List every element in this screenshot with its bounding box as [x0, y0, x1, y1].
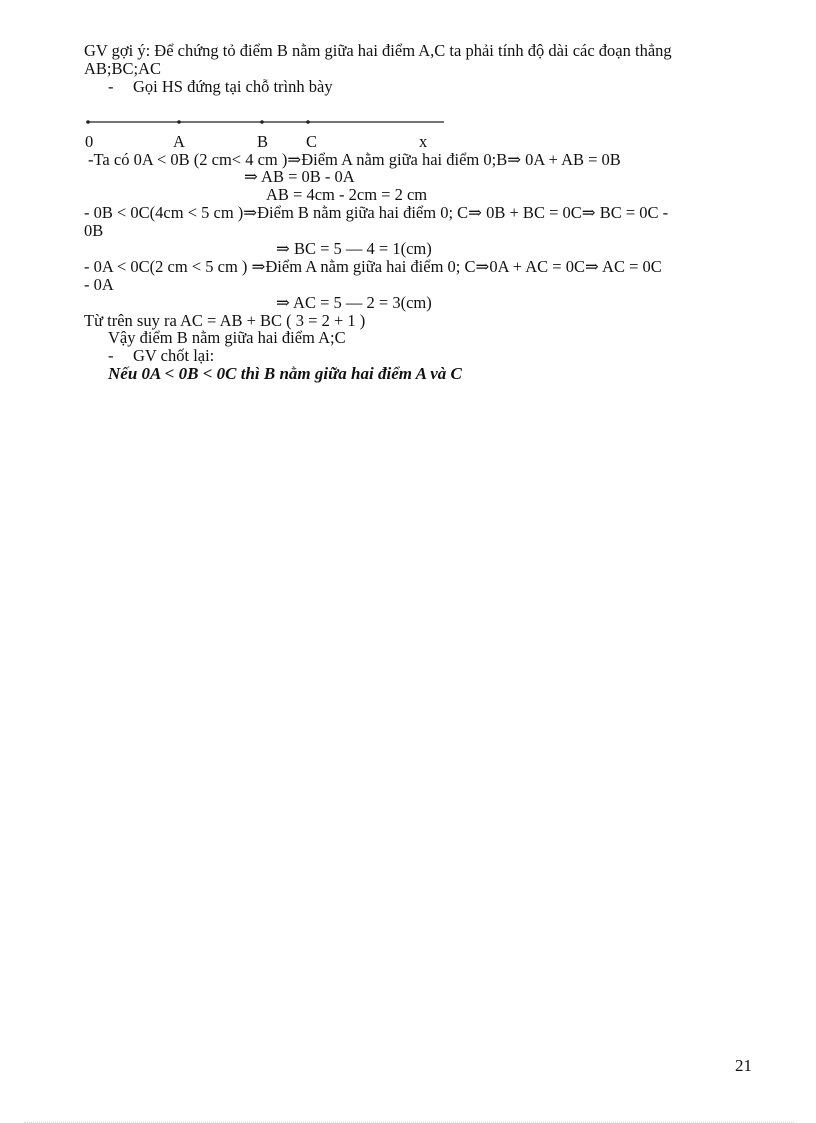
- step1-equation: 0A + AB = 0B: [521, 150, 621, 169]
- step1-line-3: AB = 4cm - 2cm = 2 cm: [266, 185, 428, 204]
- conclusion-line-2: Vậy điểm B nằm giữa hai điểm A;C: [108, 328, 346, 347]
- conclusion-line-1: Từ trên suy ra AC = AB + BC ( 3 = 2 + 1 ): [84, 311, 366, 330]
- point-c-dot: [306, 120, 310, 124]
- conclusion-bullet: -: [108, 346, 114, 365]
- point-0-dot: [86, 120, 90, 124]
- implies-icon: ⇒: [287, 150, 302, 169]
- point-c-label: C: [306, 132, 318, 151]
- implies-icon: ⇒: [584, 257, 599, 276]
- step1-premise: -Ta có 0A < 0B (2 cm< 4 cm ): [88, 150, 288, 169]
- step1-derivation: AB = 0B - 0A: [261, 167, 355, 186]
- ray-diagram: [82, 112, 446, 132]
- step3-line-3: [276, 294, 432, 312]
- point-b-label: B: [257, 132, 269, 151]
- intro-bullet: -: [108, 77, 114, 96]
- step2-result: BC = 0C -: [595, 203, 669, 222]
- implies-icon: ⇒: [251, 257, 266, 276]
- point-a-dot: [177, 120, 181, 124]
- point-0-label: 0: [85, 132, 94, 151]
- step2-line-2: 0B: [84, 221, 104, 240]
- implies-icon: ⇒: [276, 239, 290, 258]
- implies-icon: ⇒: [243, 203, 258, 222]
- intro-line-3: Gọi HS đứng tại chỗ trình bày: [133, 77, 333, 96]
- implies-icon: ⇒: [507, 150, 522, 169]
- step2-equation: 0B + BC = 0C: [482, 203, 582, 222]
- step3-claim: Điểm A nằm giữa hai điểm 0; C: [265, 257, 476, 276]
- step3-equation: 0A + AC = 0C: [489, 257, 585, 276]
- conclusion-rule: Nếu 0A < 0B < 0C thì B nằm giữa hai điểm A và C: [108, 364, 462, 383]
- point-a-label: A: [173, 132, 185, 151]
- step2-claim: Điểm B nằm giữa hai điểm 0; C: [257, 203, 469, 222]
- implies-icon: ⇒: [581, 203, 596, 222]
- step3-premise: - 0A < 0C(2 cm < 5 cm ): [84, 257, 252, 276]
- page-number: 21: [735, 1056, 752, 1075]
- step3-result: AC = 0C: [598, 257, 662, 276]
- step3-line-1: [84, 258, 662, 276]
- conclusion-line-3: GV chốt lại:: [133, 346, 215, 365]
- step1-claim: Điểm A nằm giữa hai điểm 0;B: [301, 150, 508, 169]
- implies-icon: ⇒: [276, 293, 290, 312]
- implies-icon: ⇒: [475, 257, 490, 276]
- point-x-label: x: [419, 132, 428, 151]
- step2-line-3: [276, 240, 432, 258]
- implies-icon: ⇒: [468, 203, 482, 222]
- step3-line-2: - 0A: [84, 275, 114, 294]
- step2-calculation: BC = 5 — 4 = 1(cm): [293, 239, 432, 258]
- step2-premise: - 0B < 0C(4cm < 5 cm ): [84, 203, 244, 222]
- step3-calculation: AC = 5 — 2 = 3(cm): [293, 293, 432, 312]
- intro-line-2: AB;BC;AC: [84, 59, 162, 78]
- step2-line-1: [84, 204, 668, 222]
- step1-line-2: [244, 168, 355, 186]
- implies-icon: ⇒: [244, 167, 258, 186]
- point-b-dot: [260, 120, 264, 124]
- intro-line-1: GV gợi ý: Để chứng tỏ điểm B nằm giữa hai điểm A,C ta phải tính độ dài các đoạn thẳng: [84, 41, 672, 60]
